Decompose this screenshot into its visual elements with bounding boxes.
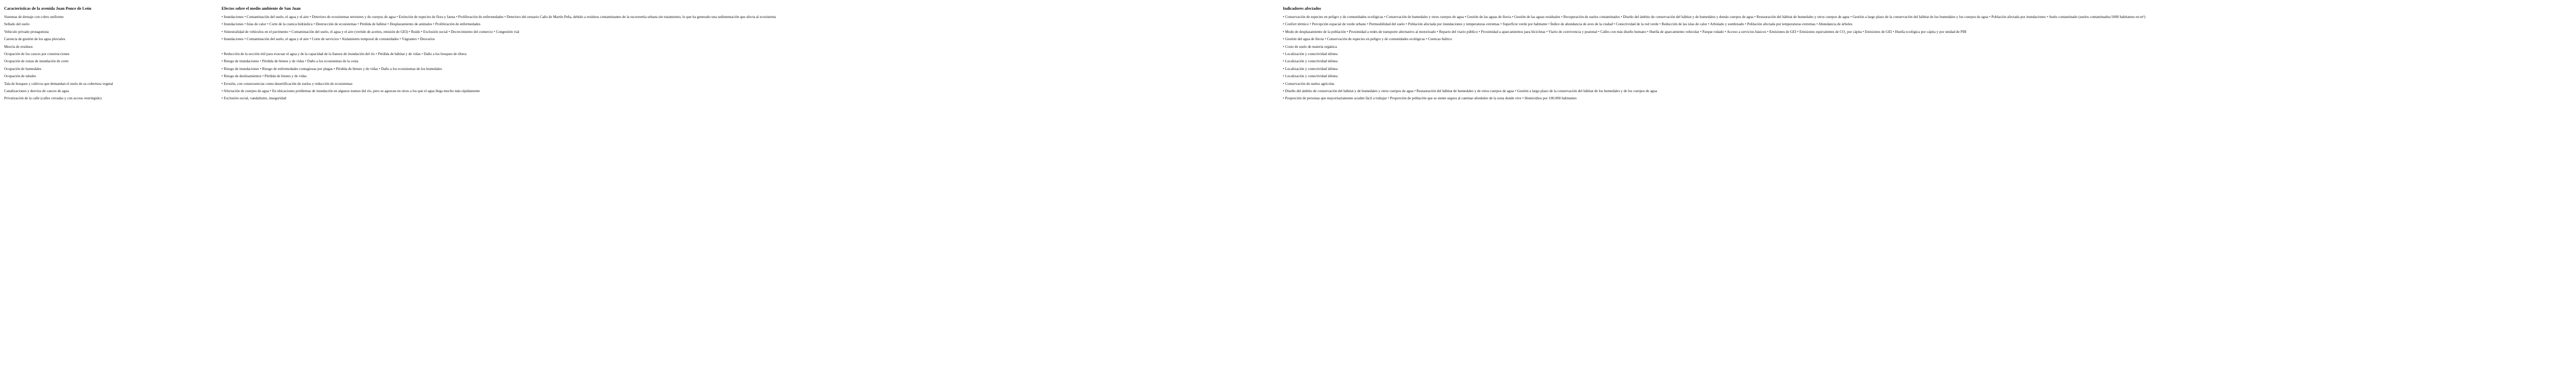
indicators-item: • Parque rodado [1699,30,1724,34]
indicators-item: • Población afectada por inundaciones [1988,15,2046,19]
indicators-cell [1283,96,2576,103]
characteristic-cell: Ocupación de taludes [4,74,36,79]
indicators-item: • Emisiones de GEI [1862,30,1892,34]
effects-item: • Contaminación del suelo, el agua y el aire (vertido de aceites, emisión de GEI) [288,30,408,34]
table-row [4,37,2576,44]
effects-item: • Desvaríos [417,37,435,41]
characteristic-cell: Mezcla de residuos [4,44,33,49]
indicators-item: • Percepción espacial de verde urbano [1309,22,1366,26]
table-body [4,14,2576,103]
effects-item: • Inundaciones [222,15,244,19]
indicators-item: • Gestión a largo plazo de la conservación del hábitat de los humedales y los cuerpos de agua [1850,15,1988,19]
effects-item: • Desplazamiento de animales [386,22,432,26]
characteristic-cell: Ocupación de humedales [4,66,42,71]
effects-item: • Siniestralidad de vehículos en el pavimento [222,30,288,34]
effects-item: • Riesgo de deslizamientos [222,74,261,78]
table-row [4,74,2576,81]
effects-item: • Corte de la cuenca hidráulica [266,22,313,26]
indicators-item: • Restauración del hábitat de humedales y de otros cuerpos de agua [1413,89,1514,93]
effects-item: • Riesgo de inundaciones [222,59,259,63]
effects-item: • Aislamiento temporal de comunidades [338,37,399,41]
indicators-item: • Viario de convivencia y peatonal [1546,30,1598,34]
effects-item: • Pérdida de hábitat y de vidas [375,52,420,56]
indicators-item: • Proximidad a aparcamientos para bicicletas [1478,30,1545,34]
indicators-item: • Conservación de especies en peligro y de comunidades ecológicas [1283,15,1383,19]
effects-item: • Proliferación de enfermedades [432,22,481,26]
indicators-item: • Población afectada por temperaturas extremas [1744,22,1816,26]
indicators-item: • Abundancia de árboles [1816,22,1853,26]
characteristic-cell: Privatización de la calle (calles cerradas y con acceso restringido) [4,96,101,101]
header-indicators: Indicadores afectados [1283,6,1321,11]
effects-cell [222,66,1283,74]
effects-item: • Contaminación del suelo, el agua y el aire [244,37,309,41]
indicators-item: • Gestión de las aguas residuales [1511,15,1561,19]
indicators-item: • Diseño del ámbito de conservación del hábitat y de humedales y demás cuerpos de agua [1620,15,1753,19]
effects-item: • Destrucción de ecosistemas [313,22,357,26]
effects-item: • Erosión, con consecuencias como desertificación de suelos y reducción de ecosistemas [222,82,352,86]
indicators-item: • Gestión de las aguas de lluvia [1464,15,1511,19]
indicators-cell [1283,44,2576,51]
indicators-item: • Recuperación de suelos contaminados [1560,15,1620,19]
indicators-item: • Costo de suelo de materia orgánica [1283,45,1337,49]
effects-item: • Ruido [408,30,420,34]
effects-item: • Daño a los ecosistemas de la costa [304,59,358,63]
indicators-cell [1283,74,2576,81]
indicators-item: • Restauración del hábitat de humedales y otros cuerpos de agua [1753,15,1849,19]
effects-item: • Decrecimiento del comercio [448,30,493,34]
indicators-item: • Arbolado y sombreado [1707,22,1744,26]
table-row [4,29,2576,37]
indicators-item: • Proporción de población que se siente segura al caminar alrededor de la zona donde vive [1387,96,1521,100]
effects-cell [222,96,1283,103]
effects-item: • Vágrantes [399,37,417,41]
indicators-item: • Diseño del ámbito de conservación del hábitat y de humedales y otros cuerpos de agua [1283,89,1413,93]
effects-item: • En ubicaciones problemas de inundación en algunos tramos del río, pero se agravan en otros a los que el agua llega mucho más rápidamente [269,89,480,93]
effects-cell [222,29,1283,37]
table-row [4,22,2576,29]
table-row [4,59,2576,66]
effects-item: • Proliferación de enfermedades [455,15,503,19]
indicators-item: • Localización y conectividad idónea [1283,59,1337,63]
effects-item: • Daño a los ecosistemas de los humedales [378,67,442,71]
indicators-item: • Localización y conectividad idónea [1283,52,1337,56]
indicators-cell [1283,37,2576,44]
characteristic-cell: Canalizaciones y desvíos de cauces de agua [4,89,69,93]
effects-item: • Deterioro del estuario Caño de Martín Peña, debido a residuos contaminantes de la escorrentía urbana sin tratamiento, lo que ha generado una sedimentación que afecta al ecosistema [503,15,776,19]
indicators-item: • Proporción de personas que mayoritariamente acuden fácil a trabajar [1283,96,1387,100]
indicators-cell [1283,89,2576,96]
effects-item: • Afectación de cuerpos de agua [222,89,269,93]
indicators-item: • Confort térmico [1283,22,1309,26]
effects-cell [222,74,1283,81]
indicators-cell [1283,51,2576,59]
effects-item: • Exclusión social, vandalismo, inseguridad [222,96,286,100]
effects-item: • Pérdida de hábitat [357,22,386,26]
impact-matrix-table [4,6,2576,103]
indicators-item: • Localización y conectividad idónea [1283,74,1337,78]
effects-item: • Contaminación del suelo, el agua y el aire [244,15,309,19]
table-row [4,66,2576,74]
effects-item: • Pérdida de bienes y de vidas [333,67,378,71]
table-row [4,44,2576,51]
table-row [4,89,2576,96]
indicators-cell [1283,14,2576,22]
effects-item: • Riesgo de inundaciones [222,67,259,71]
indicators-item: • Calles con más diseño humano [1597,30,1646,34]
effects-item: • Pérdida de bienes y de vidas [261,74,307,78]
effects-item: • Exclusión social [420,30,447,34]
effects-item: • Inundaciones [222,37,244,41]
effects-cell [222,59,1283,66]
table-row [4,14,2576,22]
indicators-item: • Gestión del agua de lluvia [1283,37,1324,41]
effects-cell [222,44,1283,51]
indicators-item: • Población afectada por inundaciones y temperaturas extremas [1405,22,1500,26]
indicators-cell [1283,66,2576,74]
effects-cell [222,51,1283,59]
characteristic-cell: Sistemas de drenaje con cobro uniforme [4,15,64,19]
effects-cell [222,81,1283,89]
indicators-item: • Huella de aparcamiento vehicular [1646,30,1699,34]
indicators-item: • Reducción de las islas de calor [1658,22,1707,26]
indicators-item: • Modo de desplazamiento de la población [1283,30,1346,34]
indicators-item: • Gestión a largo plazo de la conservación del hábitat de los humedales y de los cuerpos de agua [1514,89,1657,93]
header-effects: Efectos sobre el medio ambiente de San Juan [222,6,301,11]
effects-item: • Corte de servicios [309,37,338,41]
indicators-item: • Suelo contaminado (suelos contaminados/1000 habitantes en m²) [2046,15,2145,19]
indicators-item: • Índice de abundancia de aves de la ciudad [1547,22,1613,26]
indicators-item: • Conservación de humedales y otros cuerpos de agua [1383,15,1464,19]
characteristic-cell: Ocupación de zonas de inundación de corte [4,59,69,64]
table-row [4,51,2576,59]
indicators-item: • Cuencas hídrico [1425,37,1452,41]
indicators-item: • Reparto del viario público [1436,30,1478,34]
effects-item: • Extinción de especies de flora y fauna [396,15,455,19]
indicators-item: • Conservación de especies en peligro y de comunidades ecológicas [1324,37,1425,41]
effects-item: • Inundaciones [222,22,244,26]
indicators-item: • Emisiones equivalentes de CO₂ por cápita [1797,30,1862,34]
effects-item: • Riesgo de enfermedades contagiosas por plagas [259,67,333,71]
effects-cell [222,89,1283,96]
indicators-item: • Localización y conectividad idónea [1283,67,1337,71]
table-row [4,96,2576,103]
effects-cell [222,37,1283,44]
characteristic-cell: Vehículo privado protagonista [4,29,49,34]
indicators-item: • Huella ecológica por cápita y por unidad de PIB [1892,30,1967,34]
header-characteristics: Características de la avenida Juan Ponce de León [4,6,92,11]
indicators-item: • Homicidios por 100.000 habitantes [1521,96,1577,100]
characteristic-cell: Tala de bosques y cultivos que demandan el suelo de su cobertura vegetal [4,81,113,86]
characteristic-cell: Sellado del suelo [4,22,30,27]
effects-item: • Pérdida de bienes y de vidas [259,59,304,63]
characteristic-cell: Carencia de gestión de los agua pluviales [4,37,65,42]
indicators-item: • Acceso a servicios básicos [1724,30,1766,34]
effects-item: • Deterioro de ecosistemas terrestres y de cuerpos de agua [309,15,396,19]
indicators-item: • Superficie verde por habitante [1499,22,1547,26]
table-row [4,81,2576,89]
table-header-row [4,6,2576,14]
indicators-item: • Proximidad a redes de transporte alternativo al motorizado [1346,30,1436,34]
indicators-item: • Permeabilidad del suelo [1366,22,1405,26]
indicators-item: • Emisiones de GEI [1766,30,1796,34]
indicators-item: • Conservación de suelos agrícolas [1283,82,1334,86]
effects-item: • Reducción de la sección útil para evacuar el agua y de la capacidad de la llanura de inundación del río [222,52,375,56]
indicators-item: • Conectividad de la red verde [1613,22,1658,26]
effects-item: • Islas de calor [244,22,266,26]
effects-item: • Daño a los bosques de ribera [420,52,466,56]
effects-cell [222,22,1283,29]
indicators-cell [1283,59,2576,66]
indicators-cell [1283,29,2576,37]
characteristic-cell: Ocupación de los cauces por construcciones [4,51,70,56]
effects-cell [222,14,1283,22]
indicators-cell [1283,22,2576,29]
indicators-cell [1283,81,2576,89]
effects-item: • Congestión vial [493,30,519,34]
